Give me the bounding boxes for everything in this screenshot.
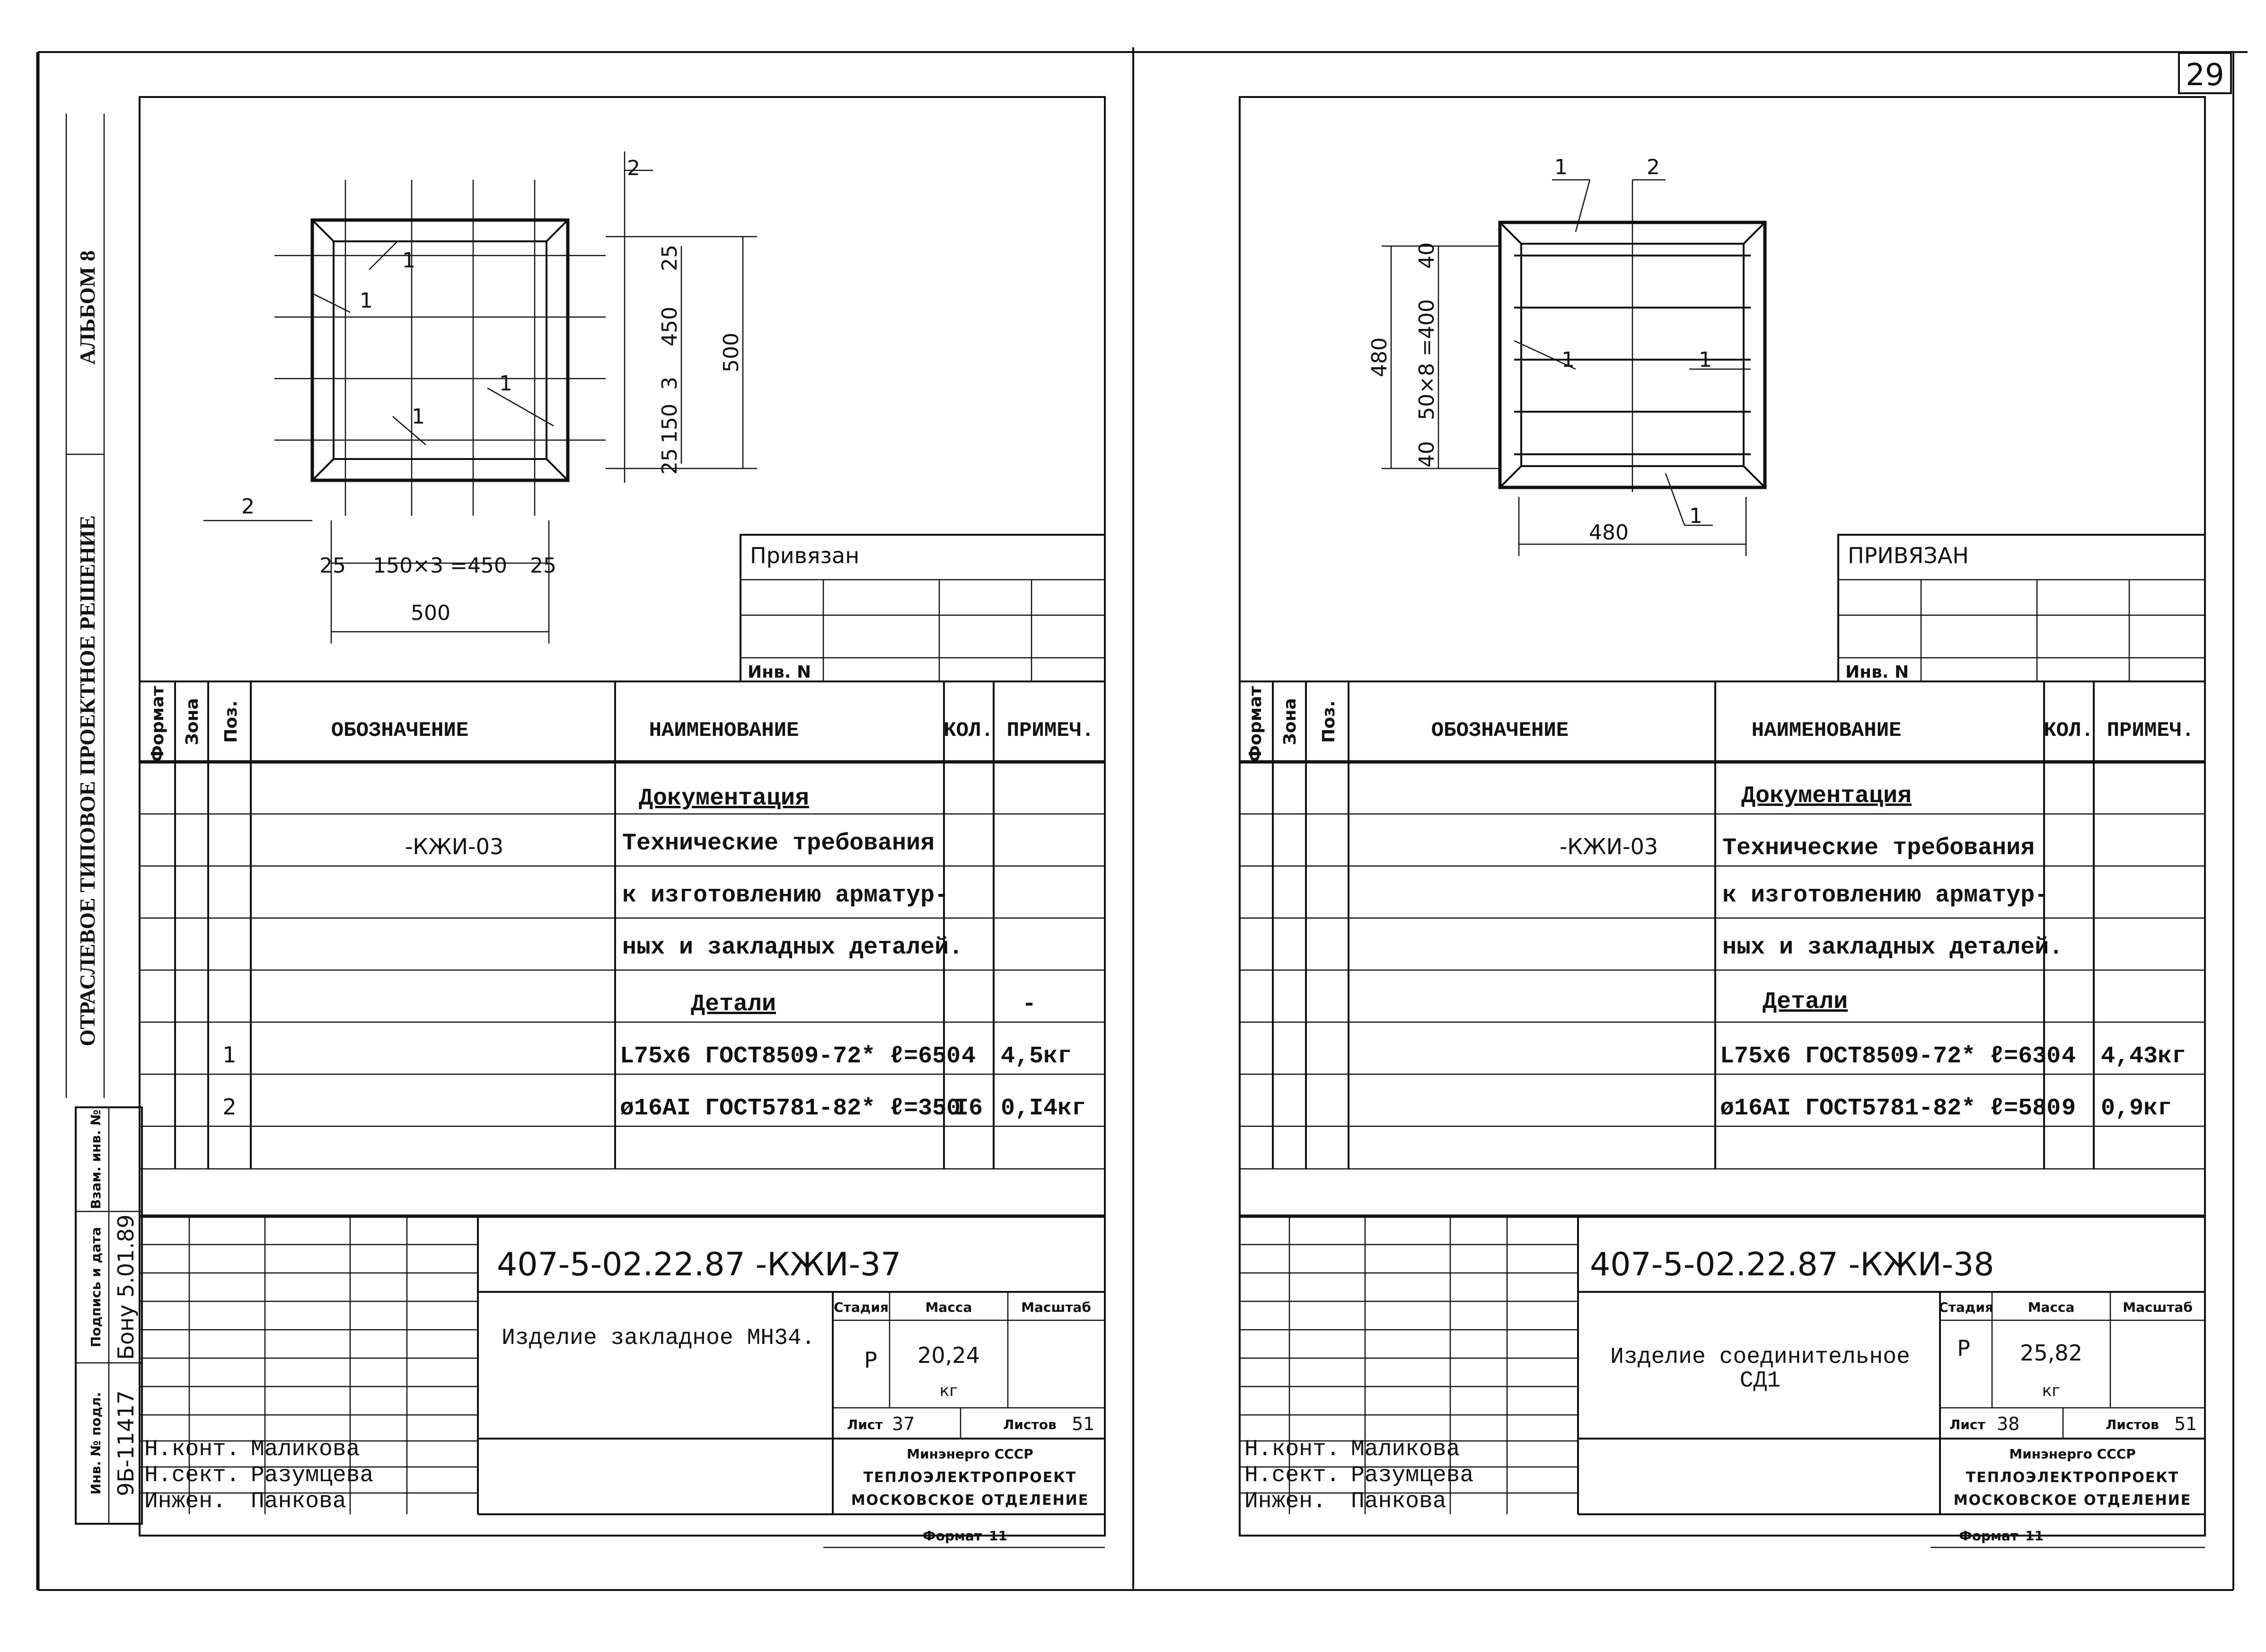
left-signer-role-1: Н.конт. [144, 1437, 240, 1462]
left-head-designation: ОБОЗНАЧЕНИЕ [331, 719, 469, 742]
left-org-3: МОСКОВСКОЕ ОТДЕЛЕНИЕ [851, 1492, 1089, 1509]
left-row-manufacture: к изготовлению арматур- [622, 882, 949, 909]
right-row-details-text: ных и закладных деталей. [1722, 934, 2063, 961]
left-row-bar: ø16AI ГОСТ5781-82* ℓ=350 [620, 1095, 961, 1122]
left-head-format: Формат [148, 686, 168, 762]
left-org-2: ТЕПЛОЭЛЕКТРОПРОЕКТ [863, 1469, 1077, 1486]
left-sheet [140, 97, 1105, 1547]
left-part-drawing [203, 151, 757, 644]
right-mass-unit: кг [2042, 1381, 2061, 1400]
right-privyazan-block [1838, 535, 2205, 682]
left-mass-label: Масса [925, 1299, 972, 1315]
right-org-2: ТЕПЛОЭЛЕКТРОПРОЕКТ [1966, 1469, 2179, 1486]
right-callout-2: 2 [1647, 155, 1660, 179]
left-row-pos-2: 2 [222, 1094, 237, 1120]
stamp-inv-orig: Инв. № подл. [88, 1392, 104, 1495]
right-dim-480-vert: 480 [1367, 337, 1392, 377]
right-signer-role-2: Н.сект. [1244, 1463, 1340, 1488]
left-head-zone: Зона [183, 698, 202, 745]
right-format-label: Формат [1959, 1528, 2019, 1544]
left-signer-name-1: Маликова [251, 1437, 360, 1462]
right-item-name-1: Изделие соединительное [1610, 1344, 1910, 1370]
right-row-bar-qty: 9 [2061, 1095, 2076, 1122]
right-dim-400: 50×8 =400 [1415, 299, 1439, 420]
right-row-bar: ø16AI ГОСТ5781-82* ℓ=580 [1720, 1095, 2061, 1122]
left-doc-code: 407-5-02.22.87 -КЖИ-37 [497, 1246, 901, 1283]
right-doc-code: 407-5-02.22.87 -КЖИ-38 [1590, 1246, 1994, 1283]
right-head-note: ПРИМЕЧ. [2107, 719, 2195, 742]
right-dim-40-bottom: 40 [1415, 441, 1439, 468]
right-row-angle-mass: 4,43кг [2101, 1043, 2187, 1070]
right-head-zone: Зона [1280, 698, 1300, 745]
left-stage-label: Стадия [834, 1299, 889, 1315]
left-dim-bottom-500: 500 [411, 601, 450, 625]
left-dim-500-vert: 500 [719, 333, 743, 372]
left-callout-1b: 1 [360, 289, 373, 313]
left-row-bar-mass: 0,I4кг [1001, 1095, 1086, 1122]
left-head-pos: Поз. [221, 700, 241, 743]
side-title: ОТРАСЛЕВОЕ ТИПОВОЕ ПРОЕКТНОЕ РЕШЕНИЕ [75, 515, 99, 1047]
left-row-tech-req: Технические требования [622, 830, 935, 857]
left-item-name: Изделие закладное МН34. [502, 1325, 815, 1351]
right-signer-role-1: Н.конт. [1244, 1437, 1340, 1462]
stamp-handwritten-inv: 9Б-11417 [113, 1390, 139, 1496]
left-inv-label: Инв. N [748, 663, 811, 682]
right-row-documentation: Документация [1741, 783, 1912, 810]
right-part-drawing [1367, 155, 1765, 556]
left-row-details-text: ных и закладных деталей. [622, 934, 963, 961]
right-signer-name-1: Маликова [1351, 1437, 1460, 1462]
right-spec-table [1240, 681, 2205, 1169]
right-row-details: Детали [1763, 989, 1848, 1016]
right-sheet-value: 38 [1997, 1413, 2020, 1434]
left-row-angle: L75x6 ГОСТ8509-72* ℓ=650 [620, 1043, 961, 1070]
left-signer-role-3: Инжен. [144, 1489, 226, 1514]
left-spec-table [140, 681, 1105, 1169]
right-callout-1c: 1 [1699, 348, 1712, 372]
left-sheet-value: 37 [892, 1413, 915, 1434]
right-callout-1b: 1 [1561, 348, 1575, 372]
left-dim-bottom-25b: 25 [530, 554, 556, 578]
left-callout-1c: 1 [499, 371, 512, 396]
right-row-angle-qty: 4 [2061, 1043, 2076, 1070]
sheet-number-box [2179, 53, 2231, 93]
stamp-sign-date: Подпись и дата [88, 1227, 104, 1348]
right-mass-label: Масса [2028, 1299, 2075, 1315]
right-inv-label: Инв. N [1845, 663, 1909, 682]
right-stage-value: Р [1957, 1335, 1970, 1361]
left-callout-2b: 2 [241, 495, 255, 519]
right-head-qty: КОЛ. [2044, 719, 2094, 742]
side-stamp [76, 1107, 142, 1524]
left-signer-name-3: Панкова [251, 1489, 346, 1514]
left-dim-bottom-25a: 25 [319, 554, 346, 578]
right-sheet [1240, 97, 2205, 1547]
left-format-value: 11 [989, 1528, 1007, 1544]
right-head-format: Формат [1246, 686, 1265, 762]
left-row-angle-mass: 4,5кг [1001, 1043, 1072, 1070]
left-scale-label: Масштаб [1021, 1299, 1091, 1315]
left-dim-25-top: 25 [658, 245, 682, 271]
right-scale-label: Масштаб [2123, 1299, 2193, 1315]
right-callout-1d: 1 [1689, 504, 1702, 528]
left-head-note: ПРИМЕЧ. [1006, 719, 1094, 742]
left-head-qty: КОЛ. [943, 719, 994, 742]
side-title-strip [66, 114, 104, 1098]
left-row-bar-qty: I6 [954, 1095, 983, 1122]
left-callout-2a: 2 [627, 156, 640, 180]
right-signer-role-3: Инжен. [1244, 1489, 1326, 1514]
right-row-designation: -КЖИ-03 [1559, 834, 1658, 859]
right-sheet-label: Лист [1949, 1417, 1985, 1432]
left-stage-value: Р [864, 1347, 877, 1373]
left-org-1: Минэнерго СССР [907, 1446, 1033, 1462]
left-sheet-label: Лист [847, 1417, 883, 1432]
right-item-name-2: СД1 [1739, 1368, 1781, 1394]
right-row-bar-mass: 0,9кг [2101, 1095, 2172, 1122]
side-album: АЛЬБОМ 8 [75, 250, 99, 365]
left-row-details: Детали [691, 991, 776, 1018]
right-mass-value: 25,82 [2020, 1340, 2082, 1366]
left-row-pos-1: 1 [222, 1042, 237, 1068]
right-title-block [1240, 1216, 2205, 1547]
right-head-name: НАИМЕНОВАНИЕ [1751, 719, 1902, 742]
left-format-label: Формат [923, 1528, 982, 1544]
right-head-designation: ОБОЗНАЧЕНИЕ [1431, 719, 1569, 742]
right-dim-480-horiz: 480 [1589, 521, 1629, 545]
left-callout-1d: 1 [412, 405, 425, 429]
sheet-number: 29 [2186, 58, 2224, 93]
left-head-name: НАИМЕНОВАНИЕ [649, 719, 799, 742]
right-row-manufacture: к изготовлению арматур- [1722, 882, 2049, 909]
right-head-pos: Поз. [1319, 700, 1339, 743]
stamp-replace-inv: Взам. инв. № [88, 1109, 104, 1210]
left-privyazan-block [741, 535, 1105, 682]
left-callout-1a: 1 [402, 248, 415, 273]
left-dim-3: 3 [658, 377, 682, 390]
left-privyazan-label: Привязан [750, 543, 860, 568]
right-org-3: МОСКОВСКОЕ ОТДЕЛЕНИЕ [1953, 1492, 2192, 1509]
left-dim-150: 150 [658, 404, 682, 443]
left-row-angle-qty: 4 [961, 1043, 976, 1070]
right-stage-label: Стадия [1939, 1299, 1993, 1315]
right-sheets-label: Листов [2106, 1417, 2159, 1432]
left-sheets-value: 51 [1072, 1413, 1095, 1434]
right-callout-1a: 1 [1554, 155, 1568, 179]
right-signer-name-3: Панкова [1351, 1489, 1446, 1514]
left-dim-25-bottom: 25 [658, 448, 682, 475]
left-dim-bottom-450: 150×3 =450 [373, 554, 507, 578]
right-privyazan-label: ПРИВЯЗАН [1848, 543, 1969, 568]
right-sheets-value: 51 [2174, 1413, 2197, 1434]
left-mass-value: 20,24 [917, 1343, 980, 1368]
right-row-angle: L75x6 ГОСТ8509-72* ℓ=630 [1720, 1043, 2061, 1070]
left-row-details-dash: - [1022, 991, 1037, 1018]
left-row-documentation: Документация [638, 785, 810, 812]
left-sheets-label: Листов [1003, 1417, 1057, 1432]
left-mass-unit: кг [939, 1381, 958, 1400]
right-row-tech-req: Технические требования [1722, 835, 2035, 862]
right-format-value: 11 [2025, 1528, 2044, 1544]
left-title-block [140, 1216, 1105, 1547]
right-signer-name-2: Разумцева [1351, 1463, 1474, 1488]
right-org-1: Минэнерго СССР [2009, 1446, 2136, 1462]
stamp-handwritten-date: Бону 5.01.89 [113, 1214, 139, 1360]
left-dim-450: 450 [658, 307, 682, 346]
left-signer-name-2: Разумцева [251, 1463, 374, 1488]
left-signer-role-2: Н.сект. [144, 1463, 240, 1488]
right-dim-40-top: 40 [1415, 242, 1439, 269]
left-row-designation: -КЖИ-03 [405, 834, 504, 859]
